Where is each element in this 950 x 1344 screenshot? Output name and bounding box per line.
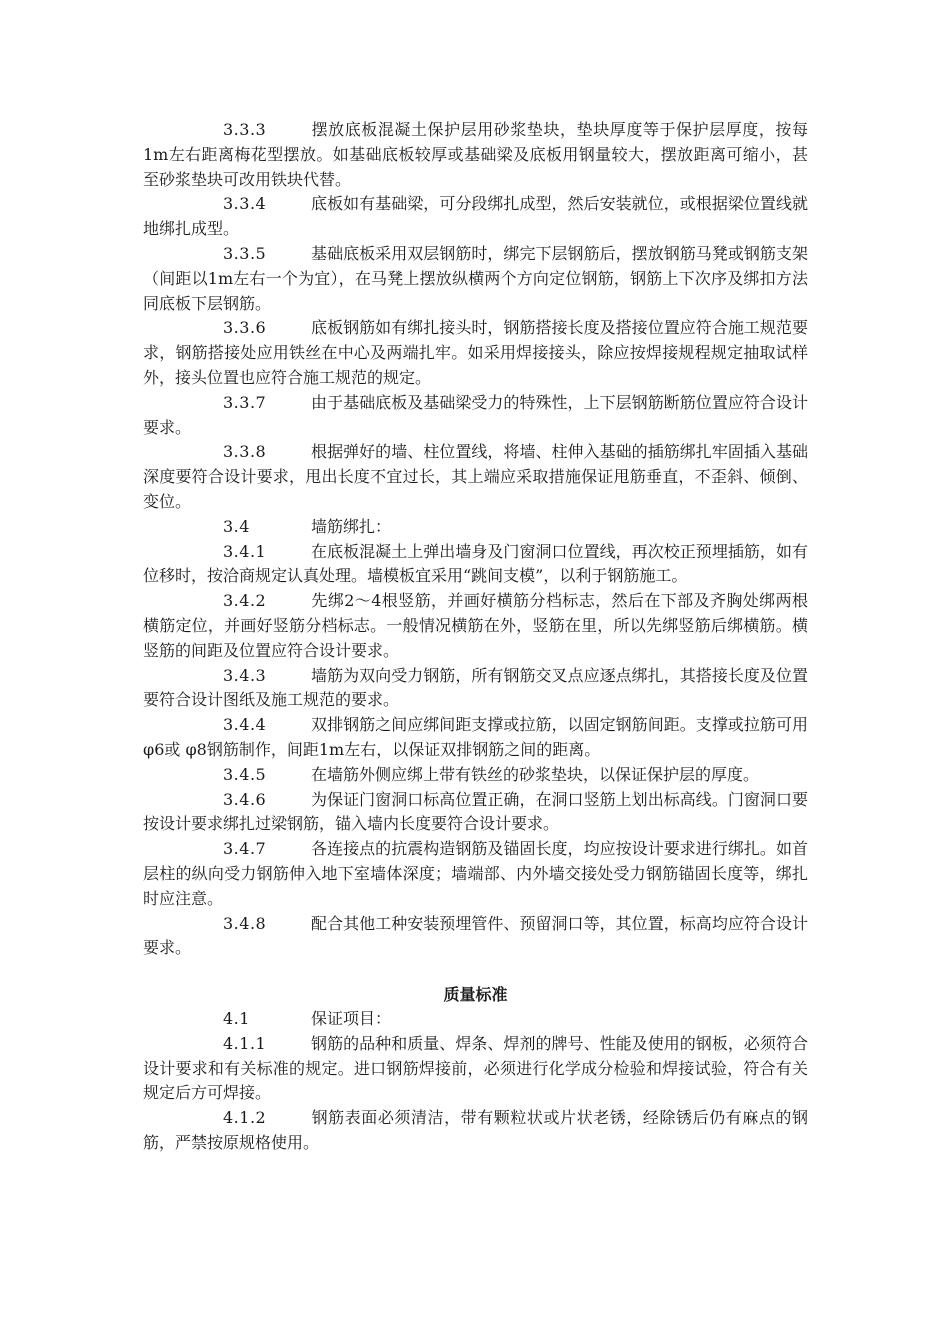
clause-number: 4.1.2 — [223, 1108, 267, 1128]
clause-number: 3.4.4 — [223, 715, 267, 735]
paragraph-4-1-2 — [143, 1106, 808, 1156]
paragraph-4-1-1 — [143, 1032, 808, 1106]
clause-text: 墙筋为双向受力钢筋，所有钢筋交叉点应逐点绑扎，其搭接长度及位置要符合设计图纸及施工规范的要求。 — [143, 665, 808, 710]
clause-number: 3.3.6 — [223, 318, 267, 338]
clause-text: 为保证门窗洞口标高位置正确，在洞口竖筋上划出标高线。门窗洞口要按设计要求绑扎过梁钢筋，锚入墙内长度要符合设计要求。 — [143, 789, 808, 834]
clause-number: 3.4.6 — [223, 789, 267, 809]
clause-text: 在底板混凝土上弹出墙身及门窗洞口位置线，再次校正预埋插筋，如有位移时，按洽商规定认真处理。墙模板宜采用“跳间支模”，以利于钢筋施工。 — [143, 541, 808, 586]
clause-number: 3.4.8 — [223, 913, 267, 933]
clause-number: 3.3.5 — [223, 243, 267, 263]
clause-number: 3.3.8 — [223, 442, 267, 462]
clause-text: 各连接点的抗震构造钢筋及锚固长度，均应按设计要求进行绑扎。如首层柱的纵向受力钢筋伸入地下室墙体深度；墙端部、内外墙交接处受力钢筋锚固长度等，绑扎时应注意。 — [143, 839, 808, 908]
clause-number: 3.4.5 — [223, 764, 267, 784]
clause-text: 根据弹好的墙、柱位置线，将墙、柱伸入基础的插筋绑扎牢固插入基础深度要符合设计要求，甩出长度不宜过长，其上端应采取措施保证甩筋垂直，不歪斜、倾倒、变位。 — [143, 442, 808, 511]
section-4-paragraphs — [143, 1007, 808, 1156]
clause-text: 钢筋的品种和质量、焊条、焊剂的牌号、性能及使用的钢板，必须符合设计要求和有关标准的规定。进口钢筋焊接前，必须进行化学成分检验和焊接试验，符合有关规定后方可焊接。 — [143, 1033, 808, 1103]
paragraph-3-3-3 — [143, 118, 808, 192]
clause-text: 保证项目： — [311, 1009, 392, 1029]
clause-number: 3.4 — [223, 516, 250, 536]
clause-text: 基础底板采用双层钢筋时，绑完下层钢筋后，摆放钢筋马凳或钢筋支架（间距以1m左右一个为宜），在马凳上摆放纵横两个方向定位钢筋，钢筋上下次序及绑扣方法同底板下层钢筋。 — [143, 243, 808, 313]
clause-text: 摆放底板混凝土保护层用砂浆垫块，垫块厚度等于保护层厚度，按每1m左右距离梅花型摆放。如基础底板较厚或基础梁及底板用钢量较大，摆放距离可缩小，甚至砂浆垫块可改用铁块代替。 — [143, 120, 808, 189]
clause-number: 3.4.1 — [223, 541, 267, 561]
clause-text: 先绑2～4根竖筋，并画好横筋分档标志，然后在下部及齐胸处绑两根横筋定位，并画好竖筋分档标志。一般情况横筋在外，竖筋在里，所以先绑竖筋后绑横筋。横竖筋的间距及位置应符合设计要求。 — [143, 591, 808, 660]
paragraph-3-4-8 — [143, 912, 808, 962]
clause-text: 双排钢筋之间应绑间距支撑或拉筋，以固定钢筋间距。支撑或拉筋可用 φ6或 φ8钢筋制作，间距1m左右，以保证双排钢筋之间的距离。 — [143, 715, 808, 759]
paragraph-3-3-7 — [143, 391, 808, 441]
clause-number: 4.1.1 — [223, 1033, 267, 1053]
paragraph-3-3-4 — [143, 192, 808, 242]
clause-number: 3.3.4 — [223, 194, 267, 214]
paragraph-4-1 — [143, 1007, 808, 1032]
clause-number: 3.4.2 — [223, 591, 267, 611]
clause-text: 配合其他工种安装预埋管件、预留洞口等，其位置，标高均应符合设计要求。 — [143, 913, 808, 958]
clause-text: 钢筋表面必须清洁，带有颗粒状或片状老锈，经除锈后仍有麻点的钢筋，严禁按原规格使用。 — [143, 1108, 808, 1153]
section-heading: 质量标准 — [443, 985, 508, 1005]
paragraph-3-4-6 — [143, 788, 808, 838]
paragraph-3-3-5 — [143, 242, 808, 316]
paragraph-3-4 — [143, 515, 808, 540]
paragraph-3-4-5 — [143, 763, 808, 788]
clause-number: 3.4.7 — [223, 839, 267, 859]
paragraph-3-4-1 — [143, 540, 808, 590]
clause-number: 3.3.3 — [223, 120, 267, 139]
paragraph-3-4-4 — [143, 713, 808, 763]
clause-text: 在墙筋外侧应绑上带有铁丝的砂浆垫块，以保证保护层的厚度。 — [311, 764, 760, 784]
clause-text: 由于基础底板及基础梁受力的特殊性，上下层钢筋断筋位置应符合设计要求。 — [143, 392, 808, 437]
clause-text: 底板如有基础梁，可分段绑扎成型，然后安装就位，或根据梁位置线就地绑扎成型。 — [143, 194, 808, 239]
section-3-paragraphs — [143, 118, 808, 961]
paragraph-3-3-6 — [143, 316, 808, 390]
clause-text: 墙筋绑扎： — [311, 516, 392, 536]
paragraph-3-3-8 — [143, 440, 808, 514]
paragraph-3-4-2 — [143, 589, 808, 663]
clause-number: 3.4.3 — [223, 665, 267, 685]
document-page — [143, 118, 808, 1156]
paragraph-3-4-7 — [143, 837, 808, 911]
clause-number: 4.1 — [223, 1009, 250, 1029]
clause-text: 底板钢筋如有绑扎接头时，钢筋搭接长度及搭接位置应符合施工规范要求，钢筋搭接处应用铁丝在中心及两端扎牢。如采用焊接接头，除应按焊接规程规定抽取试样外，接头位置也应符合施工规范的规定。 — [143, 318, 808, 387]
clause-number: 3.3.7 — [223, 392, 267, 412]
paragraph-3-4-3 — [143, 664, 808, 714]
